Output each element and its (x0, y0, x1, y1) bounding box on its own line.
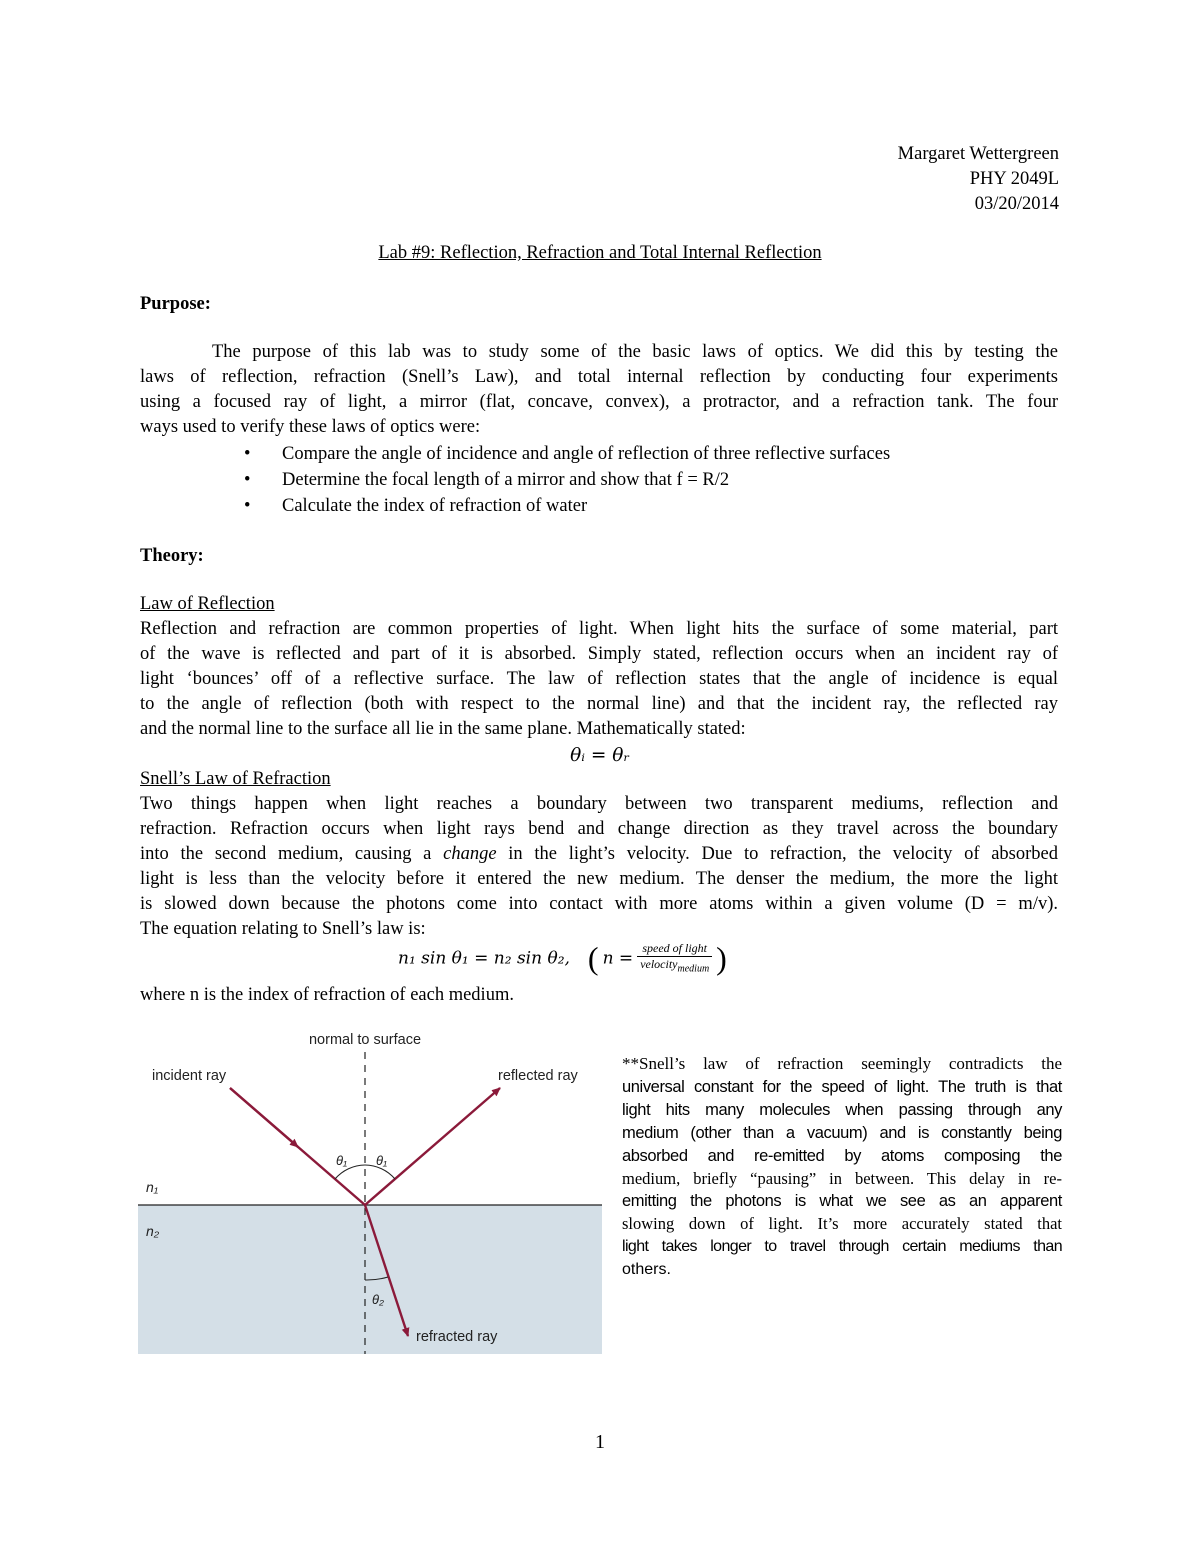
snell-after-equation: where n is the index of refraction of each medium. (140, 985, 514, 1005)
left-paren: ( (587, 940, 599, 976)
bullet-text: Determine the focal length of a mirror and show that f = R/2 (282, 470, 730, 490)
purpose-heading: Purpose: (140, 294, 211, 314)
author-name: Margaret Wettergreen (897, 144, 1059, 164)
note-line-2: universal constant for the speed of light. The truth is that (622, 1078, 1062, 1096)
reflection-equation: θᵢ = θᵣ (570, 745, 630, 766)
note-line-9: light takes longer to travel through certain mediums than (622, 1238, 1062, 1255)
page-number: 1 (595, 1431, 605, 1453)
report-date: 03/20/2014 (974, 194, 1059, 214)
snell-equation-main: n₁ sin θ₁ = n₂ sin θ₂, (398, 948, 570, 969)
emphasis-change: change (443, 844, 497, 864)
fraction-numerator: speed of light (637, 942, 712, 957)
bullet-icon: • (244, 444, 251, 464)
list-item (240, 493, 890, 519)
note-line-10: others. (622, 1261, 671, 1278)
right-paren: ) (716, 940, 727, 976)
purpose-line-3: using a focused ray of light, a mirror (flat, concave, convex), a protractor, and a refraction tank. The four (140, 392, 1058, 412)
fraction-den-main: velocity (640, 956, 678, 971)
theta1-left-label: θ₁ (336, 1153, 348, 1168)
reflection-line-3: light ‘bounces’ off of a reflective surface. The law of reflection states that the angle of incidence is equal (140, 669, 1058, 689)
law-of-reflection-heading: Law of Reflection (140, 594, 275, 614)
theory-heading: Theory: (140, 546, 204, 566)
n2-label: n₂ (146, 1223, 160, 1239)
fraction-den-sub: medium (677, 963, 710, 975)
refracted-label: refracted ray (416, 1329, 498, 1345)
snell-line-4: light is less than the velocity before it entered the new medium. The denser the medium, the more the light (140, 869, 1058, 889)
snells-law-heading: Snell’s Law of Refraction (140, 769, 331, 789)
snell-equation (398, 940, 727, 984)
reflection-line-4: to the angle of reflection (both with respect to the normal line) and that the incident ray, the reflected ray (140, 694, 1058, 714)
theta2-label: θ₂ (372, 1292, 385, 1307)
snell-line-1: Two things happen when light reaches a boundary between two transparent mediums, reflection and (140, 794, 1058, 814)
reflection-line-2: of the wave is reflected and part of it is absorbed. Simply stated, reflection occurs when an incident ray of (140, 644, 1058, 664)
snell-line-6: The equation relating to Snell’s law is: (140, 919, 426, 939)
snell-line-5: is slowed down because the photons come into contact with more atoms within a given volume (D = m/v). (140, 894, 1058, 914)
n-definition: n = (602, 948, 634, 969)
theta1-right-label: θ₁ (376, 1153, 388, 1168)
purpose-line-4: ways used to verify these laws of optics were: (140, 417, 481, 437)
reflection-line-1: Reflection and refraction are common properties of light. When light hits the surface of some material, part (140, 619, 1058, 639)
normal-label: normal to surface (308, 1032, 422, 1048)
note-line-6: medium, briefly “pausing” in between. This delay in re- (622, 1169, 1062, 1188)
reflection-line-5: and the normal line to the surface all lie in the same plane. Mathematically stated: (140, 719, 746, 739)
incident-label: incident ray (152, 1068, 227, 1084)
note-line-1: **Snell’s law of refraction seemingly contradicts the (622, 1054, 1062, 1073)
snell-line-2: refraction. Refraction occurs when light rays bend and change direction as they travel across the boundary (140, 819, 1058, 839)
purpose-bullet-list (240, 441, 890, 519)
course-code: PHY 2049L (969, 169, 1059, 189)
note-line-4: medium (other than a vacuum) and is constantly being (622, 1124, 1062, 1142)
purpose-line-1: The purpose of this lab was to study some of the basic laws of optics. We did this by testing the (212, 342, 1058, 362)
snell-line-3-start: into the second medium, causing a (140, 844, 444, 864)
bullet-icon: • (244, 496, 251, 516)
reflected-label: reflected ray (498, 1068, 578, 1084)
bullet-text: Compare the angle of incidence and angle of reflection of three reflective surfaces (282, 444, 891, 464)
note-line-5: absorbed and re-emitted by atoms composing the (622, 1147, 1062, 1165)
snell-line-3-end: in the light’s velocity. Due to refraction, the velocity of absorbed (496, 844, 1058, 864)
refraction-diagram (138, 1024, 602, 1354)
note-line-7: emitting the photons is what we see as an apparent (622, 1192, 1062, 1210)
incident-ray-arrow (230, 1088, 298, 1147)
reflected-ray (365, 1088, 500, 1205)
list-item (240, 441, 890, 467)
fraction-denominator (637, 957, 712, 975)
speed-fraction (637, 942, 712, 975)
note-line-3: light hits many molecules when passing through any (622, 1101, 1062, 1119)
n1-label: n₁ (146, 1179, 159, 1195)
lab-title: Lab #9: Reflection, Refraction and Total Internal Reflection (378, 243, 822, 263)
note-line-8: slowing down of light. It’s more accurately stated that (622, 1214, 1062, 1233)
list-item (240, 467, 890, 493)
bullet-icon: • (244, 470, 251, 490)
snell-line-3 (140, 842, 1058, 867)
bullet-text: Calculate the index of refraction of water (282, 496, 588, 516)
purpose-line-2: laws of reflection, refraction (Snell’s Law), and total internal reflection by conducting four experiments (140, 367, 1058, 387)
